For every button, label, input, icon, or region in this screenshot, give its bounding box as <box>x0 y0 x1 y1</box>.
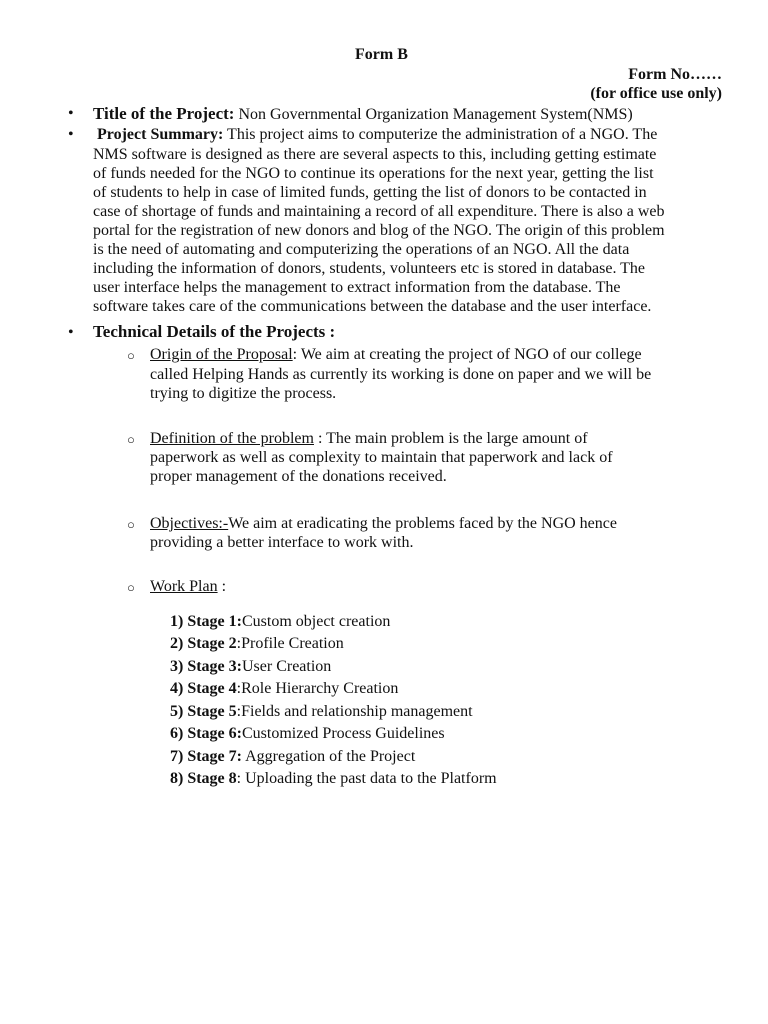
definition-line: Definition of the problem : The main problem is the large amount of <box>150 430 588 447</box>
circle-bullet-icon: ○ <box>127 580 135 595</box>
summary-line: case of shortage of funds and maintaining a record of all expenditure. There is also a web <box>93 203 665 220</box>
bullet-icon: • <box>68 126 74 143</box>
objectives-line: Objectives:-We aim at eradicating the problems faced by the NGO hence <box>150 515 617 532</box>
origin-line: called Helping Hands as currently its working is done on paper and we will be <box>150 366 652 383</box>
circle-bullet-icon: ○ <box>127 517 135 532</box>
summary-line: user interface helps the management to extract information from the database. The <box>93 279 621 296</box>
bullet-icon: • <box>68 105 74 122</box>
workplan-line: Work Plan : <box>150 578 227 595</box>
stage-item: 4) Stage 4:Role Hierarchy Creation <box>170 680 399 697</box>
form-title: Form B <box>355 46 408 63</box>
stage-item: 2) Stage 2:Profile Creation <box>170 635 344 652</box>
stage-item: 7) Stage 7: Aggregation of the Project <box>170 748 416 765</box>
objectives-line: providing a better interface to work with. <box>150 534 414 551</box>
circle-bullet-icon: ○ <box>127 432 135 447</box>
form-number: Form No…… <box>628 66 722 83</box>
summary-line: is the need of automating and computerizing the operations of an NGO. All the data <box>93 241 630 258</box>
stage-item: 6) Stage 6:Customized Process Guidelines <box>170 725 445 742</box>
stage-item: 3) Stage 3:User Creation <box>170 658 332 675</box>
summary-line: portal for the registration of new donors and blog of the NGO. The origin of this problem <box>93 222 665 239</box>
stage-item: 1) Stage 1:Custom object creation <box>170 613 391 630</box>
definition-line: proper management of the donations received. <box>150 468 447 485</box>
objectives-label: Objectives:- <box>150 515 229 532</box>
project-title <box>93 104 733 124</box>
technical-heading: Technical Details of the Projects : <box>93 322 336 341</box>
workplan-label: Work Plan <box>150 578 218 595</box>
summary-label: Project Summary: <box>97 126 224 143</box>
summary-line: of students to help in case of limited funds, getting the list of donors to be contacted in <box>93 184 647 201</box>
bullet-icon: • <box>68 324 74 341</box>
definition-label: Definition of the problem <box>150 430 314 447</box>
office-use-note: (for office use only) <box>590 85 722 102</box>
project-title-label: Title of the Project: <box>93 104 235 123</box>
stage-item: 5) Stage 5:Fields and relationship management <box>170 703 473 720</box>
circle-bullet-icon: ○ <box>127 348 135 363</box>
definition-line: paperwork as well as complexity to maintain that paperwork and lack of <box>150 449 613 466</box>
stage-item: 8) Stage 8: Uploading the past data to the Platform <box>170 770 497 787</box>
origin-label: Origin of the Proposal <box>150 346 293 363</box>
summary-line: of funds needed for the NGO to continue its operations for the next year, getting the list <box>93 165 654 182</box>
origin-line: trying to digitize the process. <box>150 385 337 402</box>
summary-line: NMS software is designed as there are several aspects to this, including getting estimate <box>93 146 657 163</box>
summary-line: Project Summary: This project aims to computerize the administration of a NGO. The <box>97 126 658 143</box>
summary-line: including the information of donors, students, volunteers etc is stored in database. The <box>93 260 646 277</box>
summary-line: software takes care of the communications between the database and the user interface. <box>93 298 652 315</box>
origin-line: Origin of the Proposal: We aim at creating the project of NGO of our college <box>150 346 642 363</box>
project-title-value: Non Governmental Organization Management System(NMS) <box>234 106 633 123</box>
